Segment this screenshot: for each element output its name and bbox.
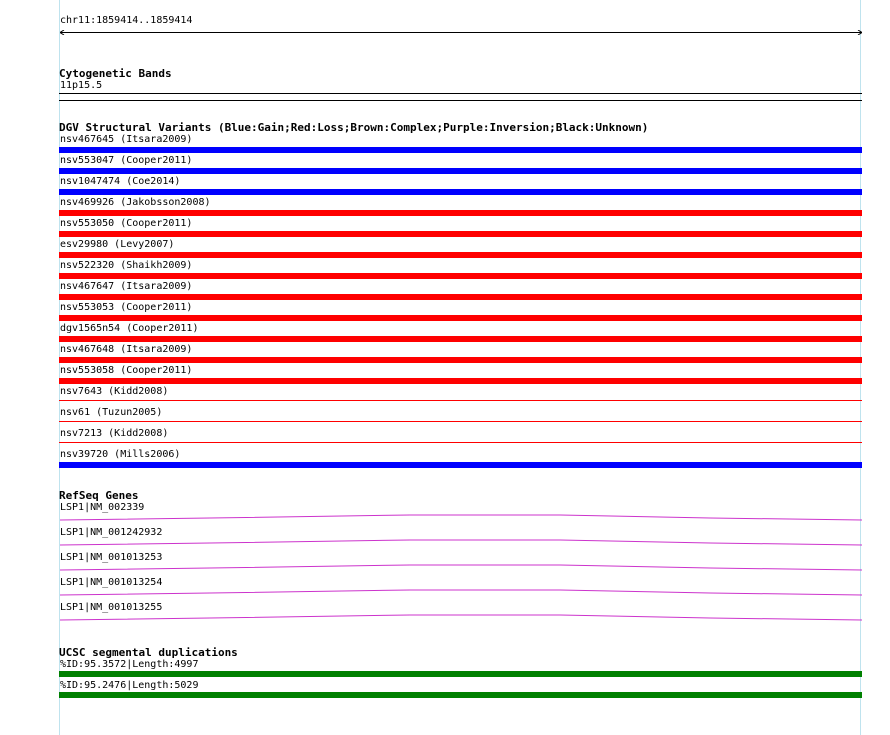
ruler-scale [60, 30, 862, 35]
dgv-variant-label[interactable]: nsv7213 (Kidd2008) [60, 428, 169, 439]
refseq-track-title: RefSeq Genes [59, 489, 139, 502]
dgv-variant-bar[interactable] [59, 462, 862, 468]
dgv-variant-bar[interactable] [59, 357, 862, 363]
segdup-label[interactable]: %ID:95.2476|Length:5029 [60, 680, 199, 691]
dgv-variant-label[interactable]: nsv467648 (Itsara2009) [60, 344, 193, 355]
dgv-variant-label[interactable]: nsv39720 (Mills2006) [60, 449, 181, 460]
refseq-gene-label[interactable]: LSP1|NM_001013255 [60, 602, 163, 613]
dgv-variant-bar[interactable] [59, 336, 862, 342]
dgv-variant-label[interactable]: dgv1565n54 (Cooper2011) [60, 323, 199, 334]
cytoband-top-line [59, 93, 862, 94]
segdup-label[interactable]: %ID:95.3572|Length:4997 [60, 659, 199, 670]
dgv-variant-label[interactable]: nsv522320 (Shaikh2009) [60, 260, 193, 271]
dgv-variant-bar[interactable] [59, 378, 862, 384]
dgv-variant-bar[interactable] [59, 442, 862, 443]
dgv-variant-bar[interactable] [59, 189, 862, 195]
dgv-variant-bar[interactable] [59, 252, 862, 258]
dgv-variant-label[interactable]: nsv7643 (Kidd2008) [60, 386, 169, 397]
dgv-variant-bar[interactable] [59, 168, 862, 174]
dgv-variant-label[interactable]: nsv467645 (Itsara2009) [60, 134, 193, 145]
cytoband-track-title: Cytogenetic Bands [59, 67, 172, 80]
ruler-position-label: chr11:1859414..1859414 [60, 15, 193, 26]
dgv-variant-label[interactable]: nsv1047474 (Coe2014) [60, 176, 181, 187]
dgv-variant-bar[interactable] [59, 315, 862, 321]
dgv-variant-bar[interactable] [59, 421, 862, 422]
ruler-arrow [60, 30, 862, 35]
refseq-gene-label[interactable]: LSP1|NM_002339 [60, 502, 145, 513]
dgv-variant-bar[interactable] [59, 294, 862, 300]
segdup-track-title: UCSC segmental duplications [59, 646, 238, 659]
refseq-gene-label[interactable]: LSP1|NM_001013253 [60, 552, 163, 563]
refseq-gene-model[interactable] [60, 512, 862, 522]
dgv-variant-bar[interactable] [59, 147, 862, 153]
dgv-variant-label[interactable]: nsv467647 (Itsara2009) [60, 281, 193, 292]
refseq-gene-model[interactable] [60, 537, 862, 547]
dgv-variant-label[interactable]: nsv553047 (Cooper2011) [60, 155, 193, 166]
refseq-gene-label[interactable]: LSP1|NM_001013254 [60, 577, 163, 588]
refseq-gene-model[interactable] [60, 562, 862, 572]
dgv-variant-bar[interactable] [59, 210, 862, 216]
right-guide-line [860, 0, 861, 735]
segdup-bar[interactable] [59, 671, 862, 677]
refseq-gene-model[interactable] [60, 587, 862, 597]
dgv-variant-label[interactable]: nsv553050 (Cooper2011) [60, 218, 193, 229]
cytoband-label: 11p15.5 [60, 80, 103, 91]
segdup-bar[interactable] [59, 692, 862, 698]
dgv-variant-label[interactable]: nsv553053 (Cooper2011) [60, 302, 193, 313]
dgv-variant-bar[interactable] [59, 231, 862, 237]
dgv-variant-bar[interactable] [59, 400, 862, 401]
dgv-variant-bar[interactable] [59, 273, 862, 279]
cytoband-bottom-line [59, 100, 862, 101]
dgv-variant-label[interactable]: nsv469926 (Jakobsson2008) [60, 197, 211, 208]
refseq-gene-label[interactable]: LSP1|NM_001242932 [60, 527, 163, 538]
dgv-variant-label[interactable]: esv29980 (Levy2007) [60, 239, 175, 250]
refseq-gene-model[interactable] [60, 612, 862, 622]
dgv-variant-label[interactable]: nsv553058 (Cooper2011) [60, 365, 193, 376]
dgv-track-title: DGV Structural Variants (Blue:Gain;Red:Loss;Brown:Complex;Purple:Inversion;Black:Unknown) [59, 121, 649, 134]
dgv-variant-label[interactable]: nsv61 (Tuzun2005) [60, 407, 163, 418]
